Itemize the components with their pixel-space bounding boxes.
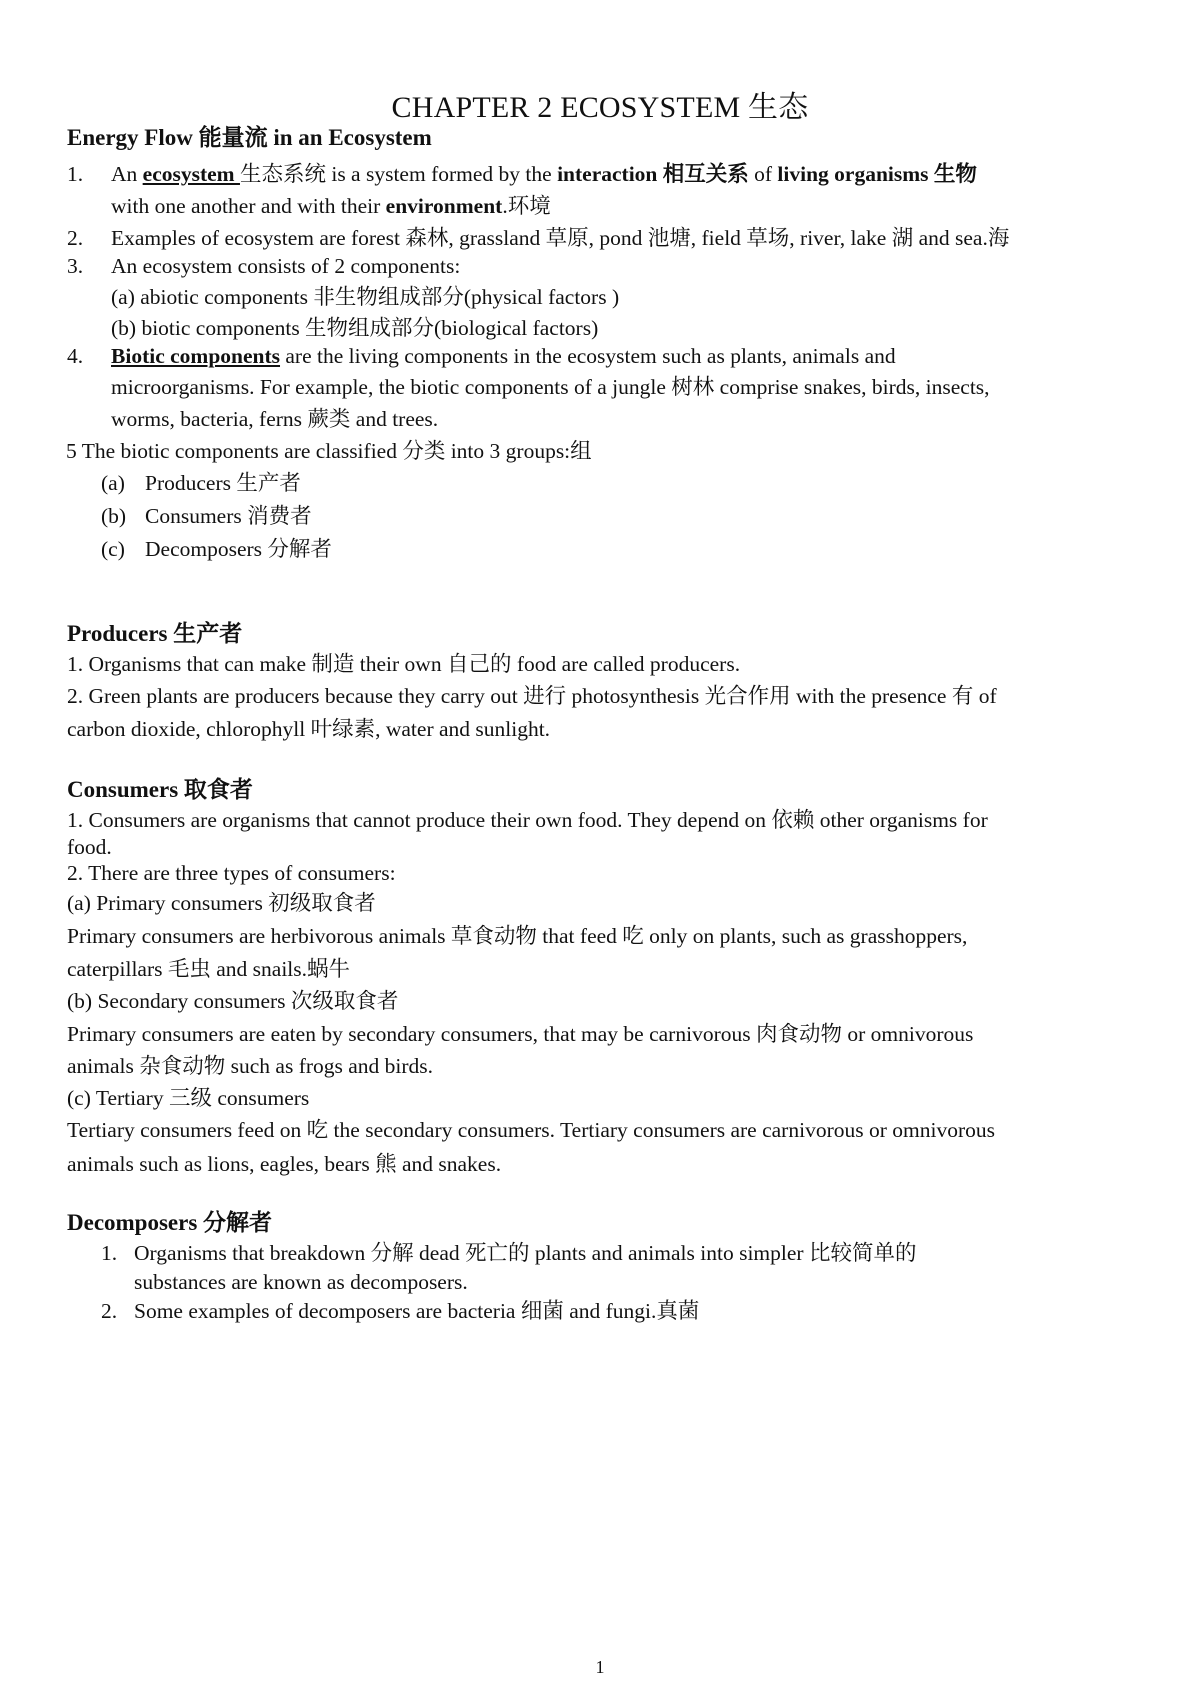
text-run: are the living components in the ecosystem such as plants, animals and — [280, 344, 896, 368]
decomposers-point-1-line-2: substances are known as decomposers. — [134, 1270, 468, 1294]
item-number: 4. — [67, 344, 84, 368]
item-3-sub-a: (a) abiotic components 非生物组成部分(physical factors ) — [111, 285, 620, 309]
term-living-organisms: living organisms 生物 — [777, 162, 977, 186]
item-1-line-1 — [111, 164, 977, 186]
text-run: with one another and with their — [111, 194, 386, 218]
group-decomposers: Decomposers 分解者 — [145, 537, 332, 561]
item-number: 2. — [101, 1299, 118, 1323]
group-consumers: Consumers 消费者 — [145, 504, 312, 528]
tertiary-consumers-line-2: animals such as lions, eagles, bears 熊 and snakes. — [67, 1152, 502, 1176]
item-3-text: An ecosystem consists of 2 components: — [111, 254, 461, 278]
producers-point-1: 1. Organisms that can make 制造 their own 自己的 food are called producers. — [67, 652, 741, 676]
term-environment: environment — [385, 194, 503, 218]
item-number: 3. — [67, 254, 84, 278]
primary-consumers-line-1: Primary consumers are herbivorous animals 草食动物 that feed 吃 only on plants, such as grasshoppers, — [67, 924, 968, 948]
primary-consumers-line-2: caterpillars 毛虫 and snails.蜗牛 — [67, 957, 351, 981]
group-mark: (a) — [101, 471, 125, 495]
consumers-point-1-line-2: food. — [67, 835, 112, 859]
group-mark: (c) — [101, 537, 125, 561]
section-heading-consumers: Consumers 取食者 — [67, 777, 253, 802]
consumers-point-1-line-1: 1. Consumers are organisms that cannot produce their own food. They depend on 依赖 other organisms for — [67, 808, 988, 832]
item-number: 1. — [101, 1241, 118, 1265]
item-4-line-2: microorganisms. For example, the biotic components of a jungle 树林 comprise snakes, birds, insects, — [111, 375, 990, 399]
page-title: CHAPTER 2 ECOSYSTEM 生态 — [391, 91, 809, 124]
item-4-line-1 — [111, 346, 896, 368]
text-run: of — [748, 162, 778, 186]
secondary-consumers-heading: (b) Secondary consumers 次级取食者 — [67, 989, 399, 1013]
consumers-point-2: 2. There are three types of consumers: — [67, 861, 396, 885]
text-run: An — [111, 162, 143, 186]
item-number: 1. — [67, 162, 84, 186]
term-biotic-components: Biotic components — [111, 344, 281, 368]
tertiary-consumers-line-1: Tertiary consumers feed on 吃 the secondary consumers. Tertiary consumers are carnivorous or omnivorous — [67, 1118, 995, 1142]
decomposers-point-1-line-1: Organisms that breakdown 分解 dead 死亡的 plants and animals into simpler 比较简单的 — [134, 1241, 917, 1265]
page-number: 1 — [595, 1657, 605, 1677]
group-mark: (b) — [101, 504, 127, 528]
item-2-text: Examples of ecosystem are forest 森林, grassland 草原, pond 池塘, field 草场, river, lake 湖 and sea.海 — [111, 226, 1010, 250]
tertiary-consumers-heading: (c) Tertiary 三级 consumers — [67, 1086, 310, 1110]
section-heading-producers: Producers 生产者 — [67, 621, 243, 646]
secondary-consumers-line-2: animals 杂食动物 such as frogs and birds. — [67, 1054, 434, 1078]
item-3-sub-b: (b) biotic components 生物组成部分(biological factors) — [111, 316, 599, 340]
section-heading-energy-flow: Energy Flow 能量流 in an Ecosystem — [67, 125, 432, 150]
group-producers: Producers 生产者 — [145, 471, 301, 495]
primary-consumers-heading: (a) Primary consumers 初级取食者 — [67, 891, 376, 915]
term-ecosystem: ecosystem — [142, 162, 240, 186]
section-heading-decomposers: Decomposers 分解者 — [67, 1210, 273, 1235]
item-5-text: 5 The biotic components are classified 分类 into 3 groups:组 — [66, 439, 592, 463]
item-1-line-2 — [111, 196, 551, 218]
text-run: .环境 — [502, 194, 551, 218]
term-interaction: interaction 相互关系 — [557, 162, 749, 186]
item-4-line-3: worms, bacteria, ferns 蕨类 and trees. — [111, 407, 439, 431]
producers-point-2-line-2: carbon dioxide, chlorophyll 叶绿素, water and sunlight. — [67, 717, 551, 741]
secondary-consumers-line-1: Primary consumers are eaten by secondary consumers, that may be carnivorous 肉食动物 or omnivorous — [67, 1022, 974, 1046]
decomposers-point-2: Some examples of decomposers are bacteria 细菌 and fungi.真菌 — [134, 1299, 700, 1323]
producers-point-2-line-1: 2. Green plants are producers because they carry out 进行 photosynthesis 光合作用 with the presence 有 of — [67, 684, 997, 708]
text-run: 生态系统 is a system formed by the — [239, 162, 558, 186]
item-number: 2. — [67, 226, 84, 250]
